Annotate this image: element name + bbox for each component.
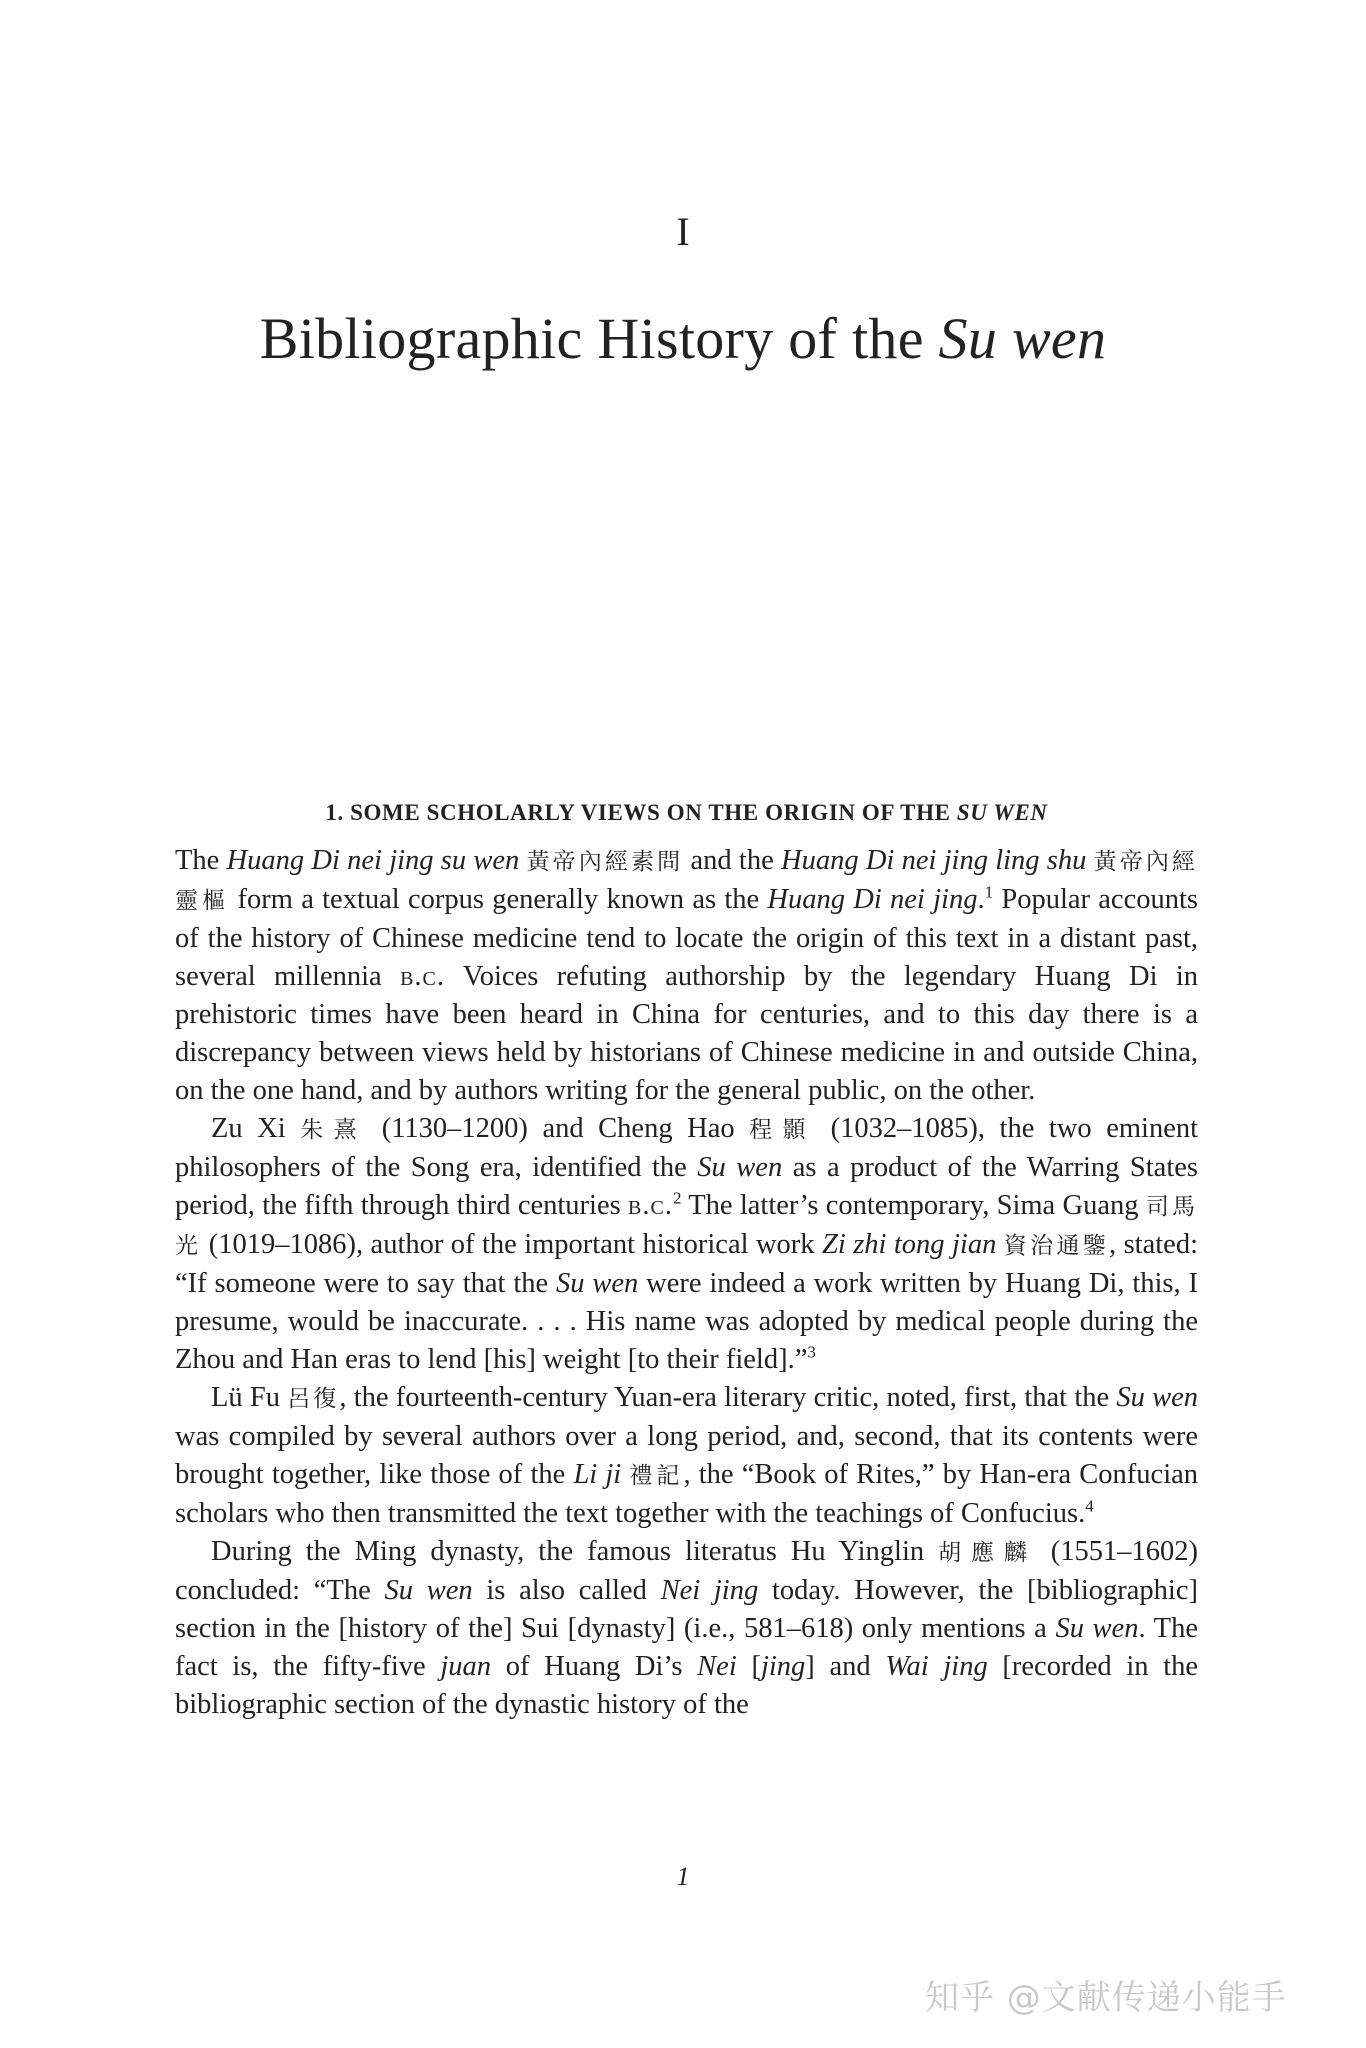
chinese-characters: 黃帝內經素問 [526,849,684,875]
italic-title: Wai jing [885,1651,988,1682]
text-run: as a product of the Warring States period, the fifth through third centuries [175,1152,1198,1221]
italic-title: Su wen [384,1575,473,1606]
page-number: 1 [676,1862,690,1891]
text-run: and the [683,845,781,876]
italic-title: Su wen [556,1268,639,1299]
text-run: [recorded in the bibliographic section of the dynastic history of the [175,1651,1199,1720]
body-text [175,842,1198,1724]
text-run: The [175,845,227,876]
text-run: is also called [472,1575,661,1606]
italic-title: Nei jing [660,1575,759,1606]
text-run: Voices refuting authorship by the legendary Huang Di in prehistoric times have been heard in China for centuries, and to this day there is a discrepancy between views held by historians of Chinese medicine in and outside China, on the one hand, and by authors writing for the general public, on the other. [175,961,1199,1106]
italic-title: Huang Di nei jing su wen [226,845,520,876]
chinese-characters: 司馬光 [175,1194,1198,1259]
text-run: Zu Xi [211,1113,301,1144]
text-run: Lü Fu [211,1382,288,1413]
text-run: . [977,884,985,915]
text-run: was compiled by several authors over a long period, and, second, that its contents were brought together, like those of the [175,1421,1198,1490]
chinese-characters: 呂復 [287,1386,340,1412]
text-run: were indeed a work written by Huang Di, this, I presume, would be inaccurate. . . . His name was adopted by medical people during the Zhou and Han eras to lend [his] weight [to their field].” [175,1268,1198,1375]
text-run: , the fourteenth-century Yuan-era literary critic, noted, first, that the [339,1382,1117,1413]
paragraph-1 [175,842,1198,1110]
section-heading-italic: SU WEN [956,800,1048,825]
italic-title: Huang Di nei jing [767,884,978,915]
italic-title: Nei [697,1651,737,1682]
text-run: During the Ming dynasty, the famous literatus Hu Yinglin [211,1536,939,1567]
text-run: (1019–1086), author of the important historical work [201,1229,822,1260]
italic-term: juan [440,1651,492,1682]
footnote-marker: 1 [984,882,994,902]
text-run: (1551–1602) concluded: “The [175,1536,1199,1606]
italic-title: Zi zhi tong jian [821,1229,997,1260]
text-run: (1130–1200) and Cheng Hao [367,1113,750,1144]
text-run: ] and [805,1651,886,1682]
text-run: today. However, the [bibliographic] section in the [history of the] Sui [dynasty] (i.e., 581–618) only mentions a [175,1575,1198,1644]
text-run: Popular accounts of the history of Chinese medicine tend to locate the origin of this text in a distant past, several millennia [175,884,1198,992]
chinese-characters: 資治通鑒 [1003,1233,1110,1259]
chinese-characters: 胡應麟 [938,1540,1037,1566]
paragraph-3 [175,1379,1198,1533]
footnote-marker: 3 [807,1342,816,1362]
chinese-characters: 程顥 [749,1117,817,1143]
text-run: The latter’s contemporary, Sima Guang [681,1190,1146,1221]
section-heading [175,800,1198,826]
italic-title: Li ji [573,1459,622,1490]
italic-title: jing [760,1651,806,1682]
chinese-characters: 黃帝內經靈樞 [175,849,1199,914]
chapter-title [0,305,1366,372]
era-abbreviation: b.c. [400,961,445,992]
section-heading-text: 1. SOME SCHOLARLY VIEWS ON THE ORIGIN OF THE [325,800,957,825]
text-run: [ [736,1651,761,1682]
text-run: . The fact is, the fifty-five [175,1613,1198,1682]
chapter-title-italic: Su wen [938,306,1107,371]
chapter-title-text: Bibliographic History of the [259,306,939,371]
paragraph-2 [175,1110,1198,1379]
footnote-marker: 2 [672,1188,682,1208]
chinese-characters: 朱熹 [300,1117,368,1143]
text-run: , stated: “If someone were to say that the [175,1229,1198,1299]
text-run: (1032–1085), the two eminent philosophers of the Song era, identified the [175,1113,1199,1183]
italic-title: Su wen [697,1152,783,1183]
paragraph-4 [175,1533,1198,1724]
italic-title: Huang Di nei jing ling shu [781,845,1087,876]
footnote-marker: 4 [1085,1496,1094,1516]
text-run: , the “Book of Rites,” by Han-era Confucian scholars who then transmitted the text together with the teachings of Confucius. [175,1459,1199,1529]
text-run: of Huang Di’s [491,1651,698,1682]
chinese-characters: 禮記 [629,1463,684,1489]
chapter-number: I [676,209,690,254]
watermark: 知乎 @文献传递小能手 [925,1978,1287,2018]
text-run: form a textual corpus generally known as the [229,884,768,915]
italic-title: Su wen [1055,1613,1139,1644]
era-abbreviation: b.c. [628,1190,673,1221]
italic-title: Su wen [1116,1382,1198,1413]
